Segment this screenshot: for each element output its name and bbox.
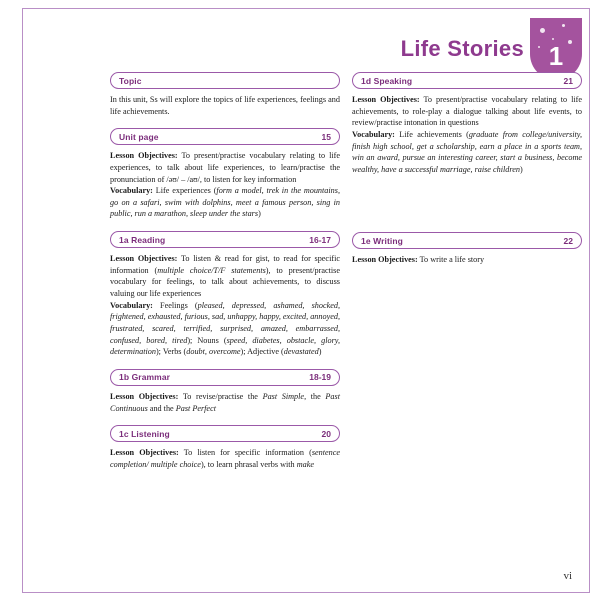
section-title: 1a Reading bbox=[119, 234, 166, 245]
section-title: 1c Listening bbox=[119, 428, 170, 439]
section-body: Lesson Objectives: To revise/practise the Past Simple, the Past Continuous and the Past Perfect bbox=[110, 391, 340, 413]
right-column bbox=[352, 72, 582, 277]
unit-number-label: 1 bbox=[548, 41, 564, 71]
page-border-right bbox=[589, 8, 590, 592]
left-column bbox=[110, 72, 340, 481]
section-body: Lesson Objectives: To present/practise vocabulary relating to life achievements, to role-play a dialogue talking about life events, to review/practise intonation in questions Vocabulary: Life achievements (graduate from college/university, finish high school, get a scholarship, earn a place in a sports team, win an award, pursue an interesting career, start a business, become wealthy, have a successful marriage, raise children) bbox=[352, 95, 582, 174]
unit-number-badge bbox=[530, 18, 582, 80]
section-page-number: 16-17 bbox=[309, 234, 331, 245]
page-header bbox=[290, 18, 590, 78]
section-title: Topic bbox=[119, 75, 142, 86]
section-page-number: 20 bbox=[321, 428, 331, 439]
section-title: Unit page bbox=[119, 131, 159, 142]
section-body: Lesson Objectives: To write a life story bbox=[352, 255, 485, 265]
section-body: In this unit, Ss will explore the topics of life experiences, feelings and life achievements. bbox=[110, 95, 340, 116]
section-header-topic bbox=[110, 72, 340, 89]
section-header-1e-writing bbox=[352, 232, 582, 249]
column-spacer bbox=[352, 186, 582, 232]
section-body: Lesson Objectives: To listen & read for gist, to read for specific information (multiple choice/T/F statements), to present/practise vocabulary for feelings, to talk about achievements, to discuss valuing our life experiences Vocabulary: Feelings (pleased, depressed, ashamed, shocked, frightened, exhausted, furious, sad, unhappy, happy, excited, annoyed, frustrated, scared, terrified, surprised, amazed, embarrassed, confused, bored, tired); Nouns (speed, diabetes, obstacle, glory, determination); Verbs (doubt, overcome); Adjective (devastated) bbox=[110, 254, 341, 357]
sparkle-icon bbox=[552, 38, 554, 40]
section-1c-listening bbox=[110, 425, 340, 470]
section-topic bbox=[110, 72, 340, 117]
section-header-1c-listening bbox=[110, 425, 340, 442]
page-border-bottom bbox=[22, 592, 590, 593]
section-1b-grammar bbox=[110, 369, 340, 414]
page-title: Life Stories bbox=[400, 36, 524, 61]
sparkle-icon bbox=[538, 46, 540, 48]
section-page-number: 18-19 bbox=[309, 372, 331, 383]
section-unit-page bbox=[110, 128, 340, 220]
section-body: Lesson Objectives: To listen for specific information (sentence completion/ multiple choice), to learn phrasal verbs with make bbox=[110, 448, 340, 469]
section-page-number: 22 bbox=[563, 235, 573, 246]
page-border-top bbox=[22, 8, 590, 9]
page-folio: vi bbox=[563, 570, 572, 582]
section-body: Lesson Objectives: To present/practise vocabulary relating to life experiences, to talk about life experiences, to learn/practise the pronunciation of /əʊ/ – /aʊ/, to listen for key information Vocabulary: Life experiences (form a model, trek in the mountains, go on a safari, swim with dolphins, meet a famous person, sing in public, run a marathon, sleep under the stars) bbox=[110, 151, 340, 219]
section-header-1a-reading bbox=[110, 231, 340, 248]
section-header-1d-speaking bbox=[352, 72, 582, 89]
section-header-1b-grammar bbox=[110, 369, 340, 386]
section-title: 1b Grammar bbox=[119, 372, 171, 383]
section-1d-speaking bbox=[352, 72, 582, 175]
sparkle-icon bbox=[568, 40, 572, 44]
section-1a-reading bbox=[110, 231, 340, 358]
section-page-number: 21 bbox=[563, 75, 573, 86]
sparkle-icon bbox=[540, 28, 545, 33]
section-title: 1d Speaking bbox=[361, 75, 413, 86]
sparkle-icon bbox=[562, 24, 565, 27]
page-border-left bbox=[22, 8, 23, 592]
section-title: 1e Writing bbox=[361, 235, 403, 246]
section-header-unit-page bbox=[110, 128, 340, 145]
section-page-number: 15 bbox=[321, 131, 331, 142]
section-1e-writing bbox=[352, 232, 582, 266]
